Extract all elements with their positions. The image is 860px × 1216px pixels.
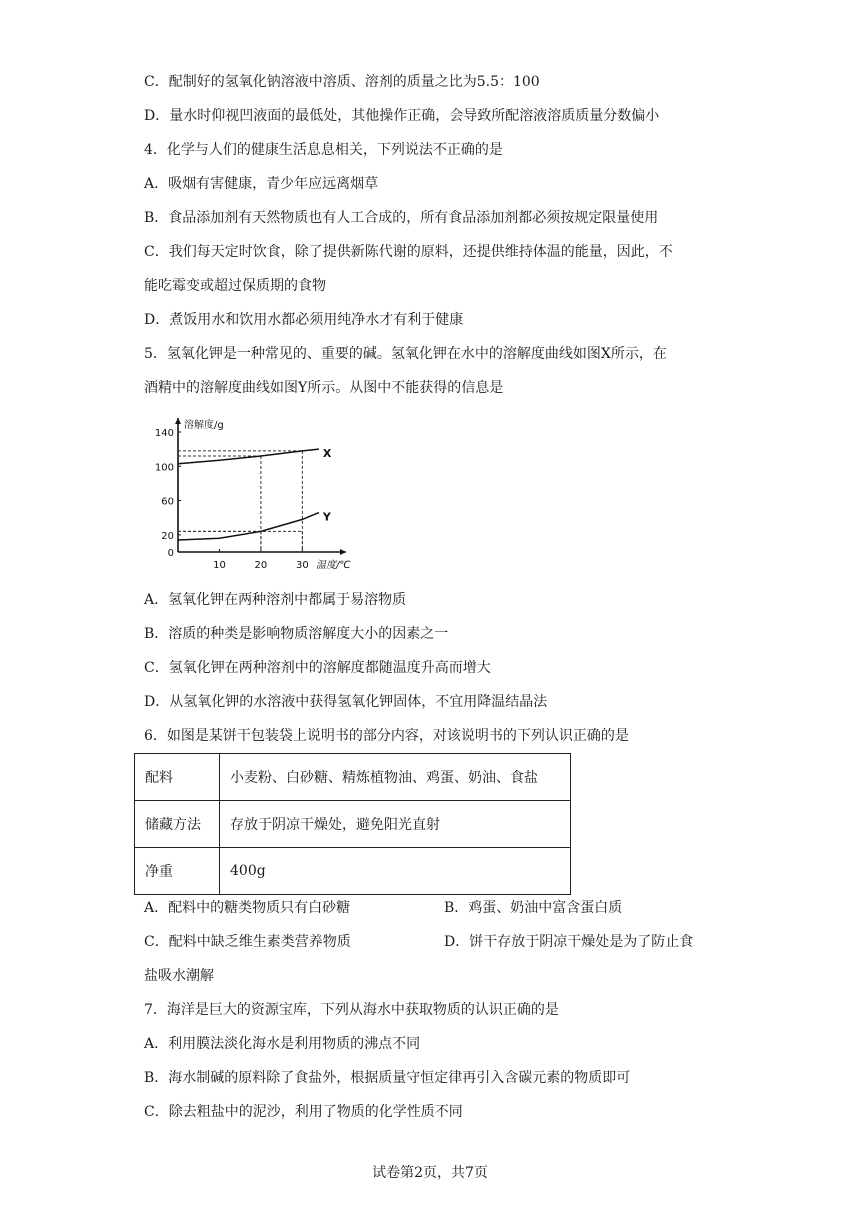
y-axis-label: 溶解度/g	[184, 420, 224, 431]
option-6d-line2: 盐吸水潮解	[144, 968, 214, 984]
x-tick-label: 30	[295, 560, 309, 571]
option-4d: D．煮饭用水和饮用水都必须用纯净水才有利于健康	[144, 312, 464, 328]
option-3c: C．配制好的氢氧化钠溶液中溶质、溶剂的质量之比为5.5：100	[144, 74, 540, 90]
option-4b: B．食品添加剂有天然物质也有人工合成的，所有食品添加剂都必须按规定限量使用	[144, 210, 659, 226]
option-5d: D．从氢氧化钾的水溶液中获得氢氧化钾固体，不宜用降温结晶法	[144, 694, 548, 710]
table-value: 小麦粉、白砂糖、精炼植物油、鸡蛋、奶油、食盐	[220, 754, 571, 801]
table-row	[135, 801, 571, 848]
option-4c-line1: C．我们每天定时饮食，除了提供新陈代谢的原料，还提供维持体温的能量，因此，不	[144, 244, 673, 260]
table-row	[135, 848, 571, 895]
y-tick-label: 140	[154, 428, 174, 439]
x-axis-label: 温度/℃	[316, 560, 351, 571]
solubility-chart	[144, 408, 354, 578]
question-4: 4．化学与人们的健康生活息息相关，下列说法不正确的是	[144, 142, 503, 158]
y-tick-label: 60	[161, 496, 174, 508]
option-6b: B．鸡蛋、奶油中富含蛋白质	[444, 900, 623, 916]
question-5-line1: 5．氢氧化钾是一种常见的、重要的碱。氢氧化钾在水中的溶解度曲线如图X所示，在	[144, 346, 667, 362]
table-value: 存放于阴凉干燥处，避免阳光直射	[220, 801, 571, 848]
x-tick-label: 10	[213, 560, 226, 571]
table-key: 储藏方法	[135, 801, 220, 848]
page-footer: 试卷第2页，共7页	[372, 1165, 488, 1181]
biscuit-label-table	[134, 753, 571, 895]
series-label-x: X	[322, 447, 332, 461]
table-key: 净重	[135, 848, 220, 895]
option-5a: A．氢氧化钾在两种溶剂中都属于易溶物质	[144, 592, 407, 608]
table-value: 400g	[220, 848, 571, 895]
option-3d: D．量水时仰视凹液面的最低处，其他操作正确，会导致所配溶液溶质质量分数偏小	[144, 108, 660, 124]
option-7a: A．利用膜法淡化海水是利用物质的沸点不同	[144, 1036, 421, 1052]
option-6c: C．配料中缺乏维生素类营养物质	[144, 934, 351, 950]
option-6a: A．配料中的糖类物质只有白砂糖	[144, 900, 351, 916]
option-5c: C．氢氧化钾在两种溶剂中的溶解度都随温度升高而增大	[144, 660, 491, 676]
y-tick-label: 100	[154, 462, 174, 474]
option-4a: A．吸烟有害健康，青少年应远离烟草	[144, 176, 379, 192]
series-line-y	[178, 513, 319, 540]
option-4c-line2: 能吃霉变或超过保质期的食物	[144, 278, 326, 294]
y-tick-label: 0	[167, 548, 174, 559]
option-7b: B．海水制碱的原料除了食盐外，根据质量守恒定律再引入含碳元素的物质即可	[144, 1070, 631, 1086]
series-label-y: Y	[322, 510, 331, 524]
question-7: 7．海洋是巨大的资源宝库，下列从海水中获取物质的认识正确的是	[144, 1002, 559, 1018]
option-6d-line1: D．饼干存放于阴凉干燥处是为了防止食	[444, 934, 694, 950]
question-5-line2: 酒精中的溶解度曲线如图Y所示。从图中不能获得的信息是	[144, 380, 504, 396]
y-axis-arrow	[175, 418, 181, 424]
option-7c: C．除去粗盐中的泥沙，利用了物质的化学性质不同	[144, 1104, 463, 1120]
y-tick-label: 20	[161, 530, 174, 542]
question-6: 6．如图是某饼干包装袋上说明书的部分内容，对该说明书的下列认识正确的是	[144, 728, 629, 744]
table-key: 配料	[135, 754, 220, 801]
option-5b: B．溶质的种类是影响物质溶解度大小的因素之一	[144, 626, 449, 642]
x-tick-label: 20	[254, 560, 268, 571]
x-axis-arrow	[340, 549, 346, 555]
table-row	[135, 754, 571, 801]
